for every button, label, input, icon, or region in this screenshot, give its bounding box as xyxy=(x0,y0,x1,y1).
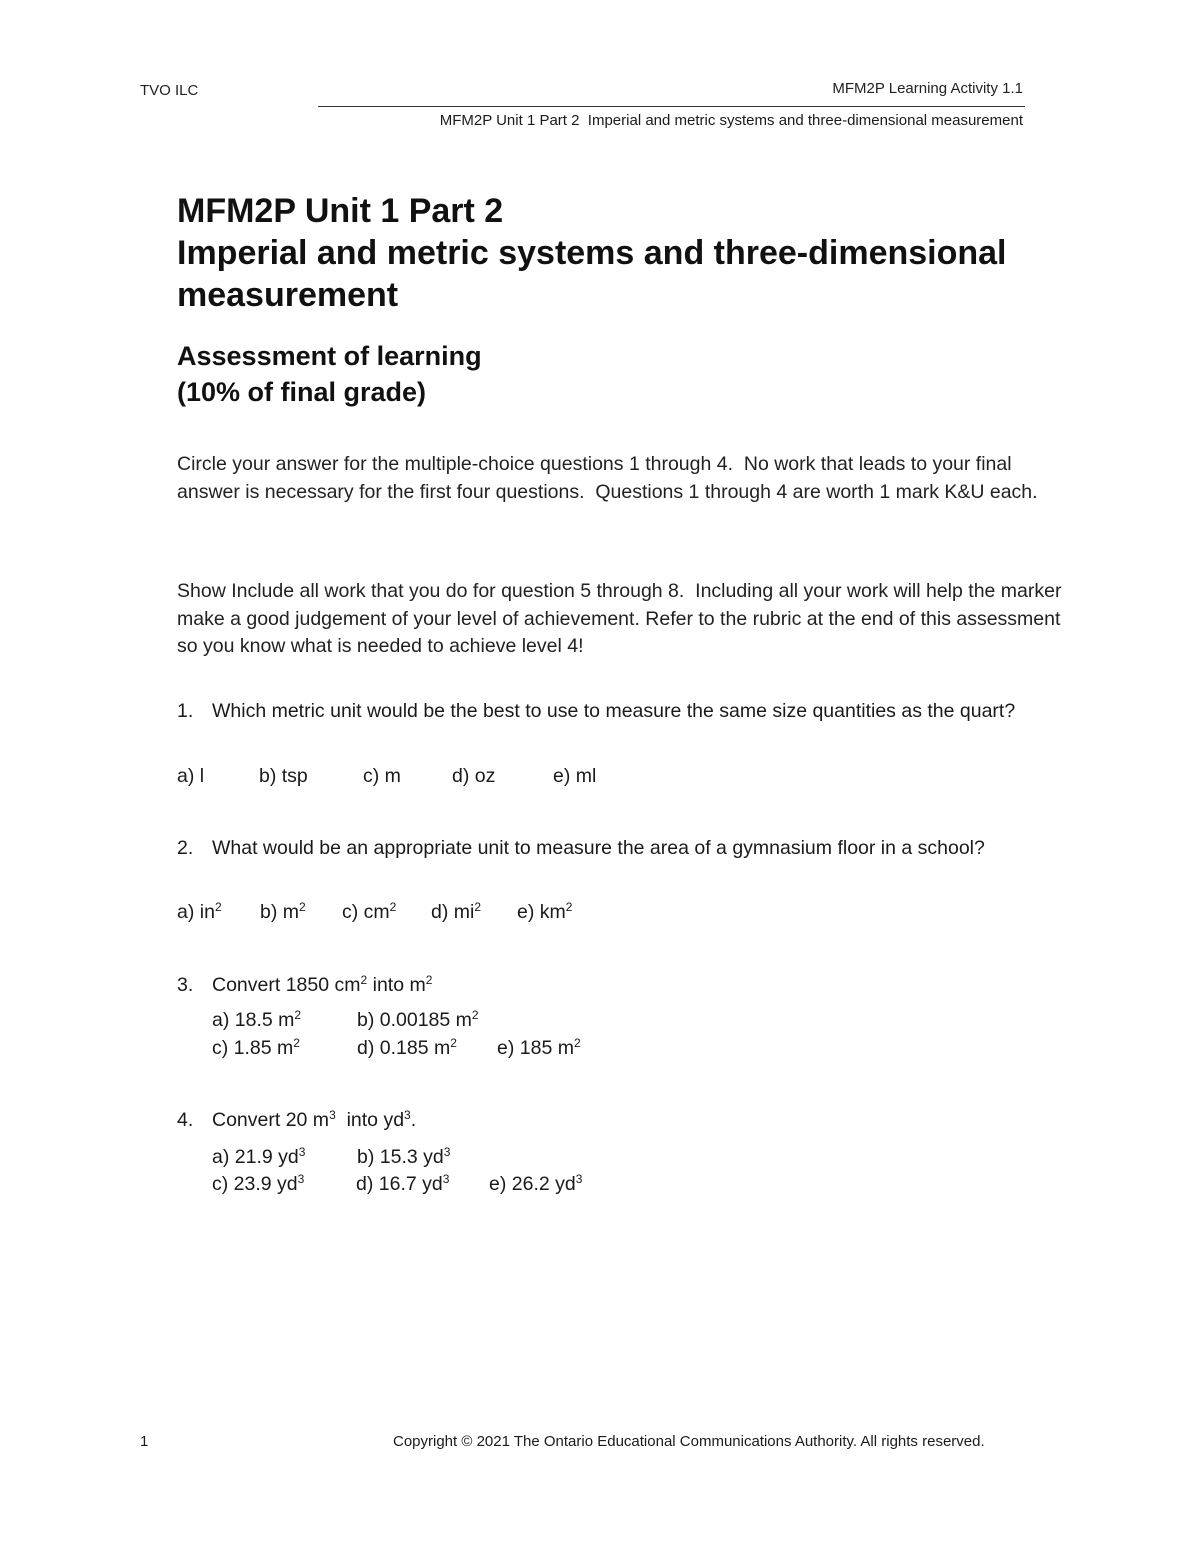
q4-option-d[interactable]: d) 16.7 $yd^3$ xyxy=(356,1172,450,1195)
q4-option-b[interactable]: b) 15.3 $yd^3$ xyxy=(357,1145,451,1168)
q1-option-d[interactable]: d) oz xyxy=(452,765,496,787)
q1-option-e[interactable]: e) ml xyxy=(553,765,597,787)
assessment-line-2: (10% of final grade) xyxy=(177,377,427,407)
copyright-notice: Copyright © 2021 The Ontario Educational Communications Authority. All rights reserved. xyxy=(393,1433,985,1450)
q1-option-b[interactable]: b) tsp xyxy=(259,765,308,787)
q4-option-c[interactable]: c) 23.9 $yd^3$ xyxy=(212,1172,305,1195)
question-1-number: 1. xyxy=(177,700,194,722)
question-4-number: 4. xyxy=(177,1109,194,1131)
question-2-number: 2. xyxy=(177,837,194,859)
header-divider xyxy=(318,106,1025,107)
header-left-text: TVO ILC xyxy=(140,82,199,99)
q3-option-d[interactable]: d) 0.185 $m^2$ xyxy=(357,1036,457,1059)
q1-option-a[interactable]: a) l xyxy=(177,765,205,787)
q2-option-e[interactable]: e) $km^2$ xyxy=(517,900,573,923)
q3-option-a[interactable]: a) 18.5 $m^2$ xyxy=(212,1008,302,1031)
q2-option-a[interactable]: a) $in^2$ xyxy=(177,900,222,923)
question-3-text: Convert 1850 $cm^2$ into $m^2$ xyxy=(212,973,433,996)
question-4-text: Convert 20 $m^3$ into $yd^3$. xyxy=(212,1108,417,1131)
assessment-line-1: Assessment of learning xyxy=(177,341,482,371)
title-line-1: MFM2P Unit 1 Part 2 xyxy=(177,192,504,230)
question-3-number: 3. xyxy=(177,974,194,996)
title-line-2: Imperial and metric systems and three-dimensional xyxy=(177,234,1007,272)
q2-option-d[interactable]: d) $mi^2$ xyxy=(431,900,482,923)
q3-option-e[interactable]: e) 185 $m^2$ xyxy=(497,1036,581,1059)
instructions-paragraph-1: Circle your answer for the multiple-choice questions 1 through 4. No work that leads to your final answer is necessary for the first four questions. Questions 1 through 4 are worth 1 mark K&U each. xyxy=(177,453,1038,503)
assessment-heading xyxy=(177,338,977,410)
page-title xyxy=(177,190,1077,316)
question-2-text: What would be an appropriate unit to measure the area of a gymnasium floor in a school? xyxy=(212,837,985,859)
header-subtitle: MFM2P Unit 1 Part 2 Imperial and metric systems and three-dimensional measurement xyxy=(439,112,1023,129)
header-right-text: MFM2P Learning Activity 1.1 xyxy=(832,80,1023,97)
q4-option-e[interactable]: e) 26.2 $yd^3$ xyxy=(489,1172,583,1195)
q2-option-c[interactable]: c) $cm^2$ xyxy=(342,900,397,923)
q2-option-b[interactable]: b) $m^2$ xyxy=(260,900,306,923)
q3-option-b[interactable]: b) 0.00185 $m^2$ xyxy=(357,1008,479,1031)
question-1-text: Which metric unit would be the best to use to measure the same size quantities as the quart? xyxy=(212,700,1016,722)
instructions-paragraph-2: Show Include all work that you do for question 5 through 8. Including all your work will help the marker make a good judgement of your level of achievement. Refer to the rubric at the end of this assessment so you know what is needed to achieve level 4! xyxy=(177,580,1067,657)
q3-option-c[interactable]: c) 1.85 $m^2$ xyxy=(212,1036,300,1059)
q4-option-a[interactable]: a) 21.9 $yd^3$ xyxy=(212,1145,306,1168)
title-line-3: measurement xyxy=(177,276,399,314)
page-number: 1 xyxy=(140,1433,149,1450)
q1-option-c[interactable]: c) m xyxy=(363,765,401,787)
